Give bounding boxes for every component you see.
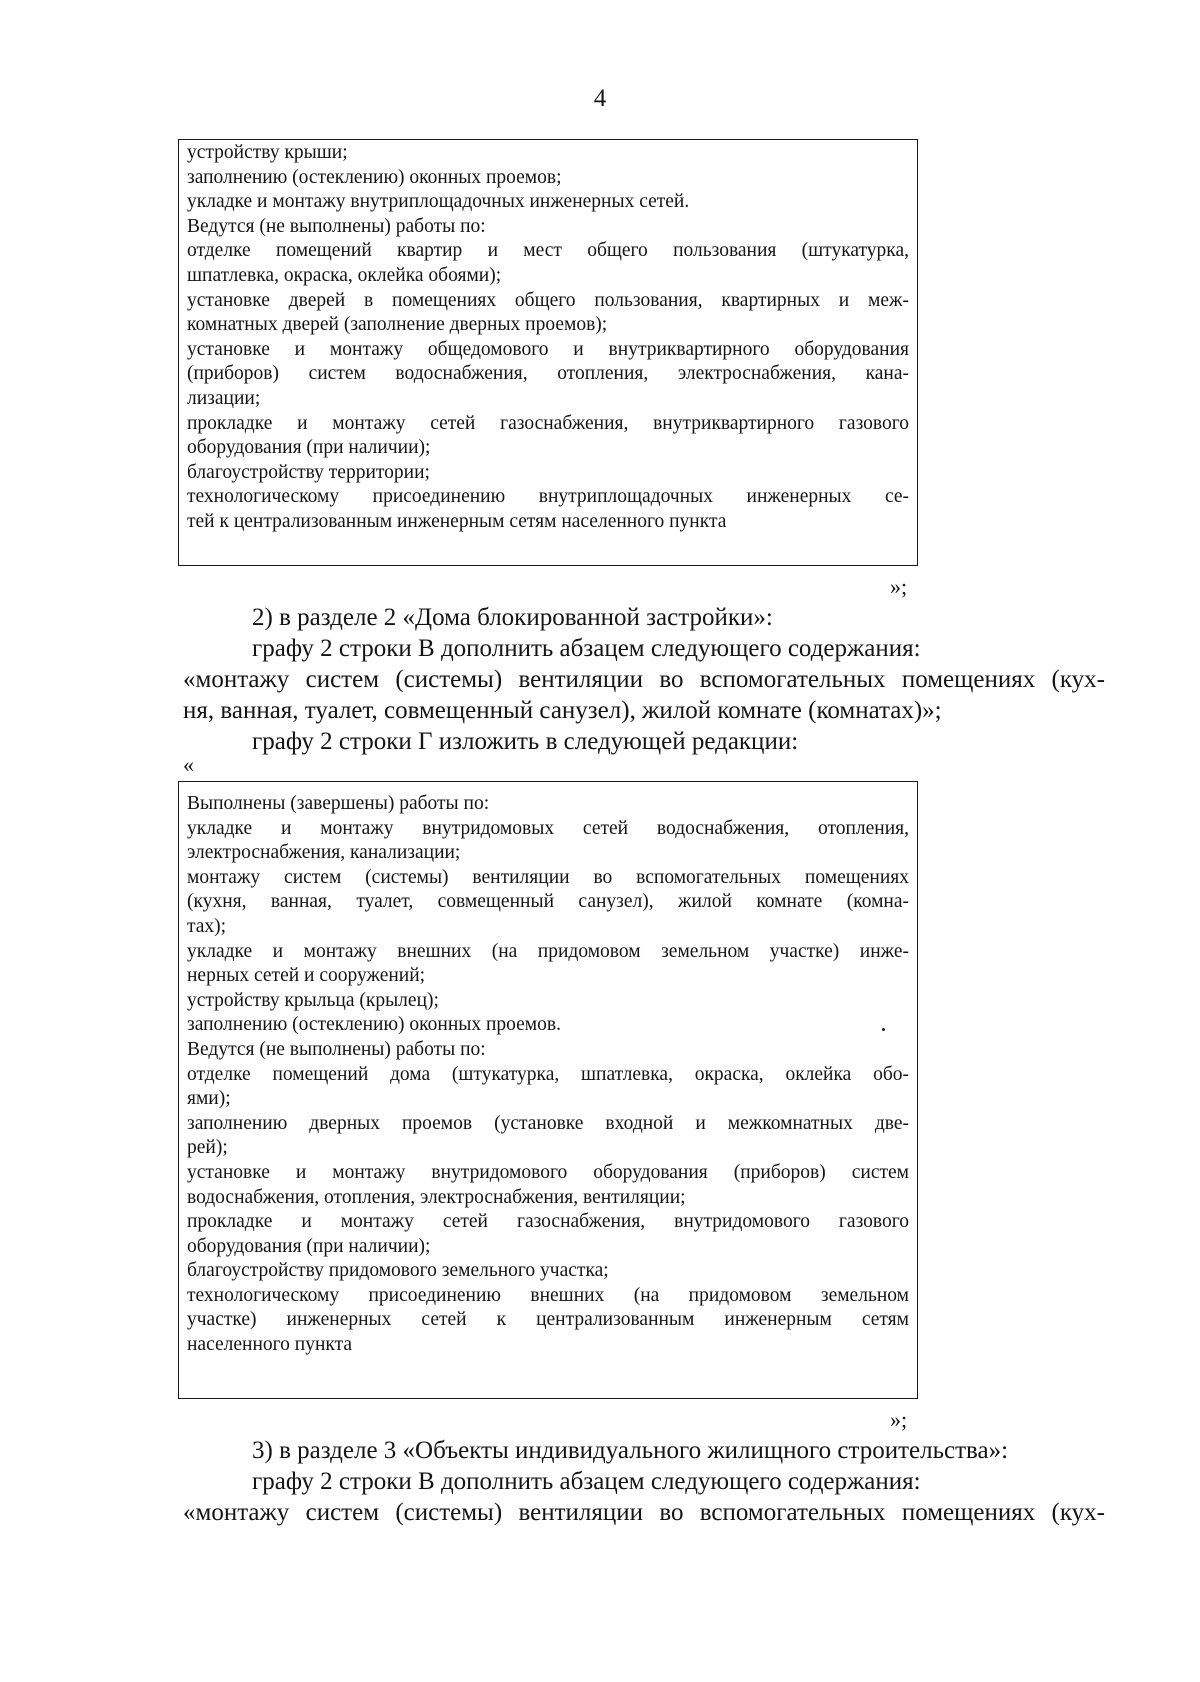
box2-line: укладке и монтажу внешних (на придомовом земельном участке) инже- <box>187 940 909 962</box>
section2-quote-line-2: ня, ванная, туалет, совмещенный санузел), жилой комнате (комнатах)»; <box>183 697 942 724</box>
box2-line: тах); <box>187 915 227 937</box>
box2-line: Выполнены (завершены) работы по: <box>187 793 490 814</box>
box2-line: устройству крыльца (крылец); <box>187 989 439 1011</box>
box2-line: заполнению (остеклению) оконных проемов. <box>187 1014 561 1036</box>
opening-quote: « <box>183 752 194 777</box>
box1-line: оборудования (при наличии); <box>187 437 431 459</box>
box2-line: технологическому присоединению внешних (на придомовом земельном <box>187 1284 909 1306</box>
closing-quote-2: »; <box>890 1407 908 1432</box>
box2-line: нерных сетей и сооружений; <box>187 965 426 987</box>
box2-line: населенного пункта <box>187 1334 353 1356</box>
box1-line: технологическому присоединению внутриплощадочных инженерных се- <box>187 486 909 508</box>
box1-line: Ведутся (не выполнены) работы по: <box>187 215 486 237</box>
box1-line: установке дверей в помещениях общего пользования, квартирных и меж- <box>187 289 909 311</box>
box2-line: благоустройству придомового земельного участка; <box>187 1260 609 1282</box>
box1-line: тей к централизованным инженерным сетям населенного пункта <box>187 510 727 532</box>
table-cell-box-1 <box>178 139 918 566</box>
section2-row-v-intro: графу 2 строки В дополнить абзацем следующего содержания: <box>252 635 921 662</box>
box2-line: электроснабжения, канализации; <box>187 842 461 864</box>
box2-line: монтажу систем (системы) вентиляции во вспомогательных помещениях <box>187 866 909 888</box>
section2-row-g-intro: графу 2 строки Г изложить в следующей редакции: <box>252 728 799 755</box>
box1-line: отделке помещений квартир и мест общего пользования (штукатурка, <box>187 240 909 262</box>
box2-line: оборудования (при наличии); <box>187 1235 431 1257</box>
box1-line: благоустройству территории; <box>187 461 430 483</box>
page-number: 4 <box>593 85 607 112</box>
table-cell-box-2 <box>178 781 918 1399</box>
box2-line: участке) инженерных сетей к централизованным инженерным сетям <box>187 1309 909 1331</box>
scan-speck <box>882 1028 885 1031</box>
box1-line: заполнению (остеклению) оконных проемов; <box>187 166 562 188</box>
box2-line: рей); <box>187 1137 228 1159</box>
section2-quote-line-1: «монтажу систем (системы) вентиляции во вспомогательных помещениях (кух- <box>183 666 1105 693</box>
section3-quote-line-1: «монтажу систем (системы) вентиляции во вспомогательных помещениях (кух- <box>183 1499 1105 1526</box>
box1-line: шпатлевка, окраска, оклейка обоями); <box>187 264 502 286</box>
box1-line: комнатных дверей (заполнение дверных проемов); <box>187 314 608 336</box>
box2-line: укладке и монтажу внутридомовых сетей водоснабжения, отопления, <box>187 817 909 839</box>
box2-line: заполнению дверных проемов (установке входной и межкомнатных две- <box>187 1112 909 1134</box>
box1-line: укладке и монтажу внутриплощадочных инженерных сетей. <box>187 191 690 213</box>
box2-line: (кухня, ванная, туалет, совмещенный санузел), жилой комнате (комна- <box>187 891 909 913</box>
box2-line: установке и монтажу внутридомового оборудования (приборов) систем <box>187 1161 909 1183</box>
box1-line: устройству крыши; <box>187 142 348 163</box>
box1-line: прокладке и монтажу сетей газоснабжения, внутриквартирного газового <box>187 412 909 434</box>
closing-quote-1: »; <box>890 574 908 599</box>
box1-line: (приборов) систем водоснабжения, отопления, электроснабжения, кана- <box>187 363 909 385</box>
section3-heading: 3) в разделе 3 «Объекты индивидуального жилищного строительства»: <box>252 1437 1009 1464</box>
box2-line: отделке помещений дома (штукатурка, шпатлевка, окраска, оклейка обо- <box>187 1063 909 1085</box>
section2-heading: 2) в разделе 2 «Дома блокированной застройки»: <box>252 604 773 631</box>
section3-row-v-intro: графу 2 строки В дополнить абзацем следующего содержания: <box>252 1468 921 1495</box>
box2-line: Ведутся (не выполнены) работы по: <box>187 1038 486 1060</box>
box1-line: установке и монтажу общедомового и внутриквартирного оборудования <box>187 338 909 360</box>
box1-line: лизации; <box>187 387 261 409</box>
box2-line: ями); <box>187 1088 231 1110</box>
box2-line: водоснабжения, отопления, электроснабжения, вентиляции; <box>187 1186 686 1208</box>
box2-line: прокладке и монтажу сетей газоснабжения, внутридомового газового <box>187 1211 909 1233</box>
